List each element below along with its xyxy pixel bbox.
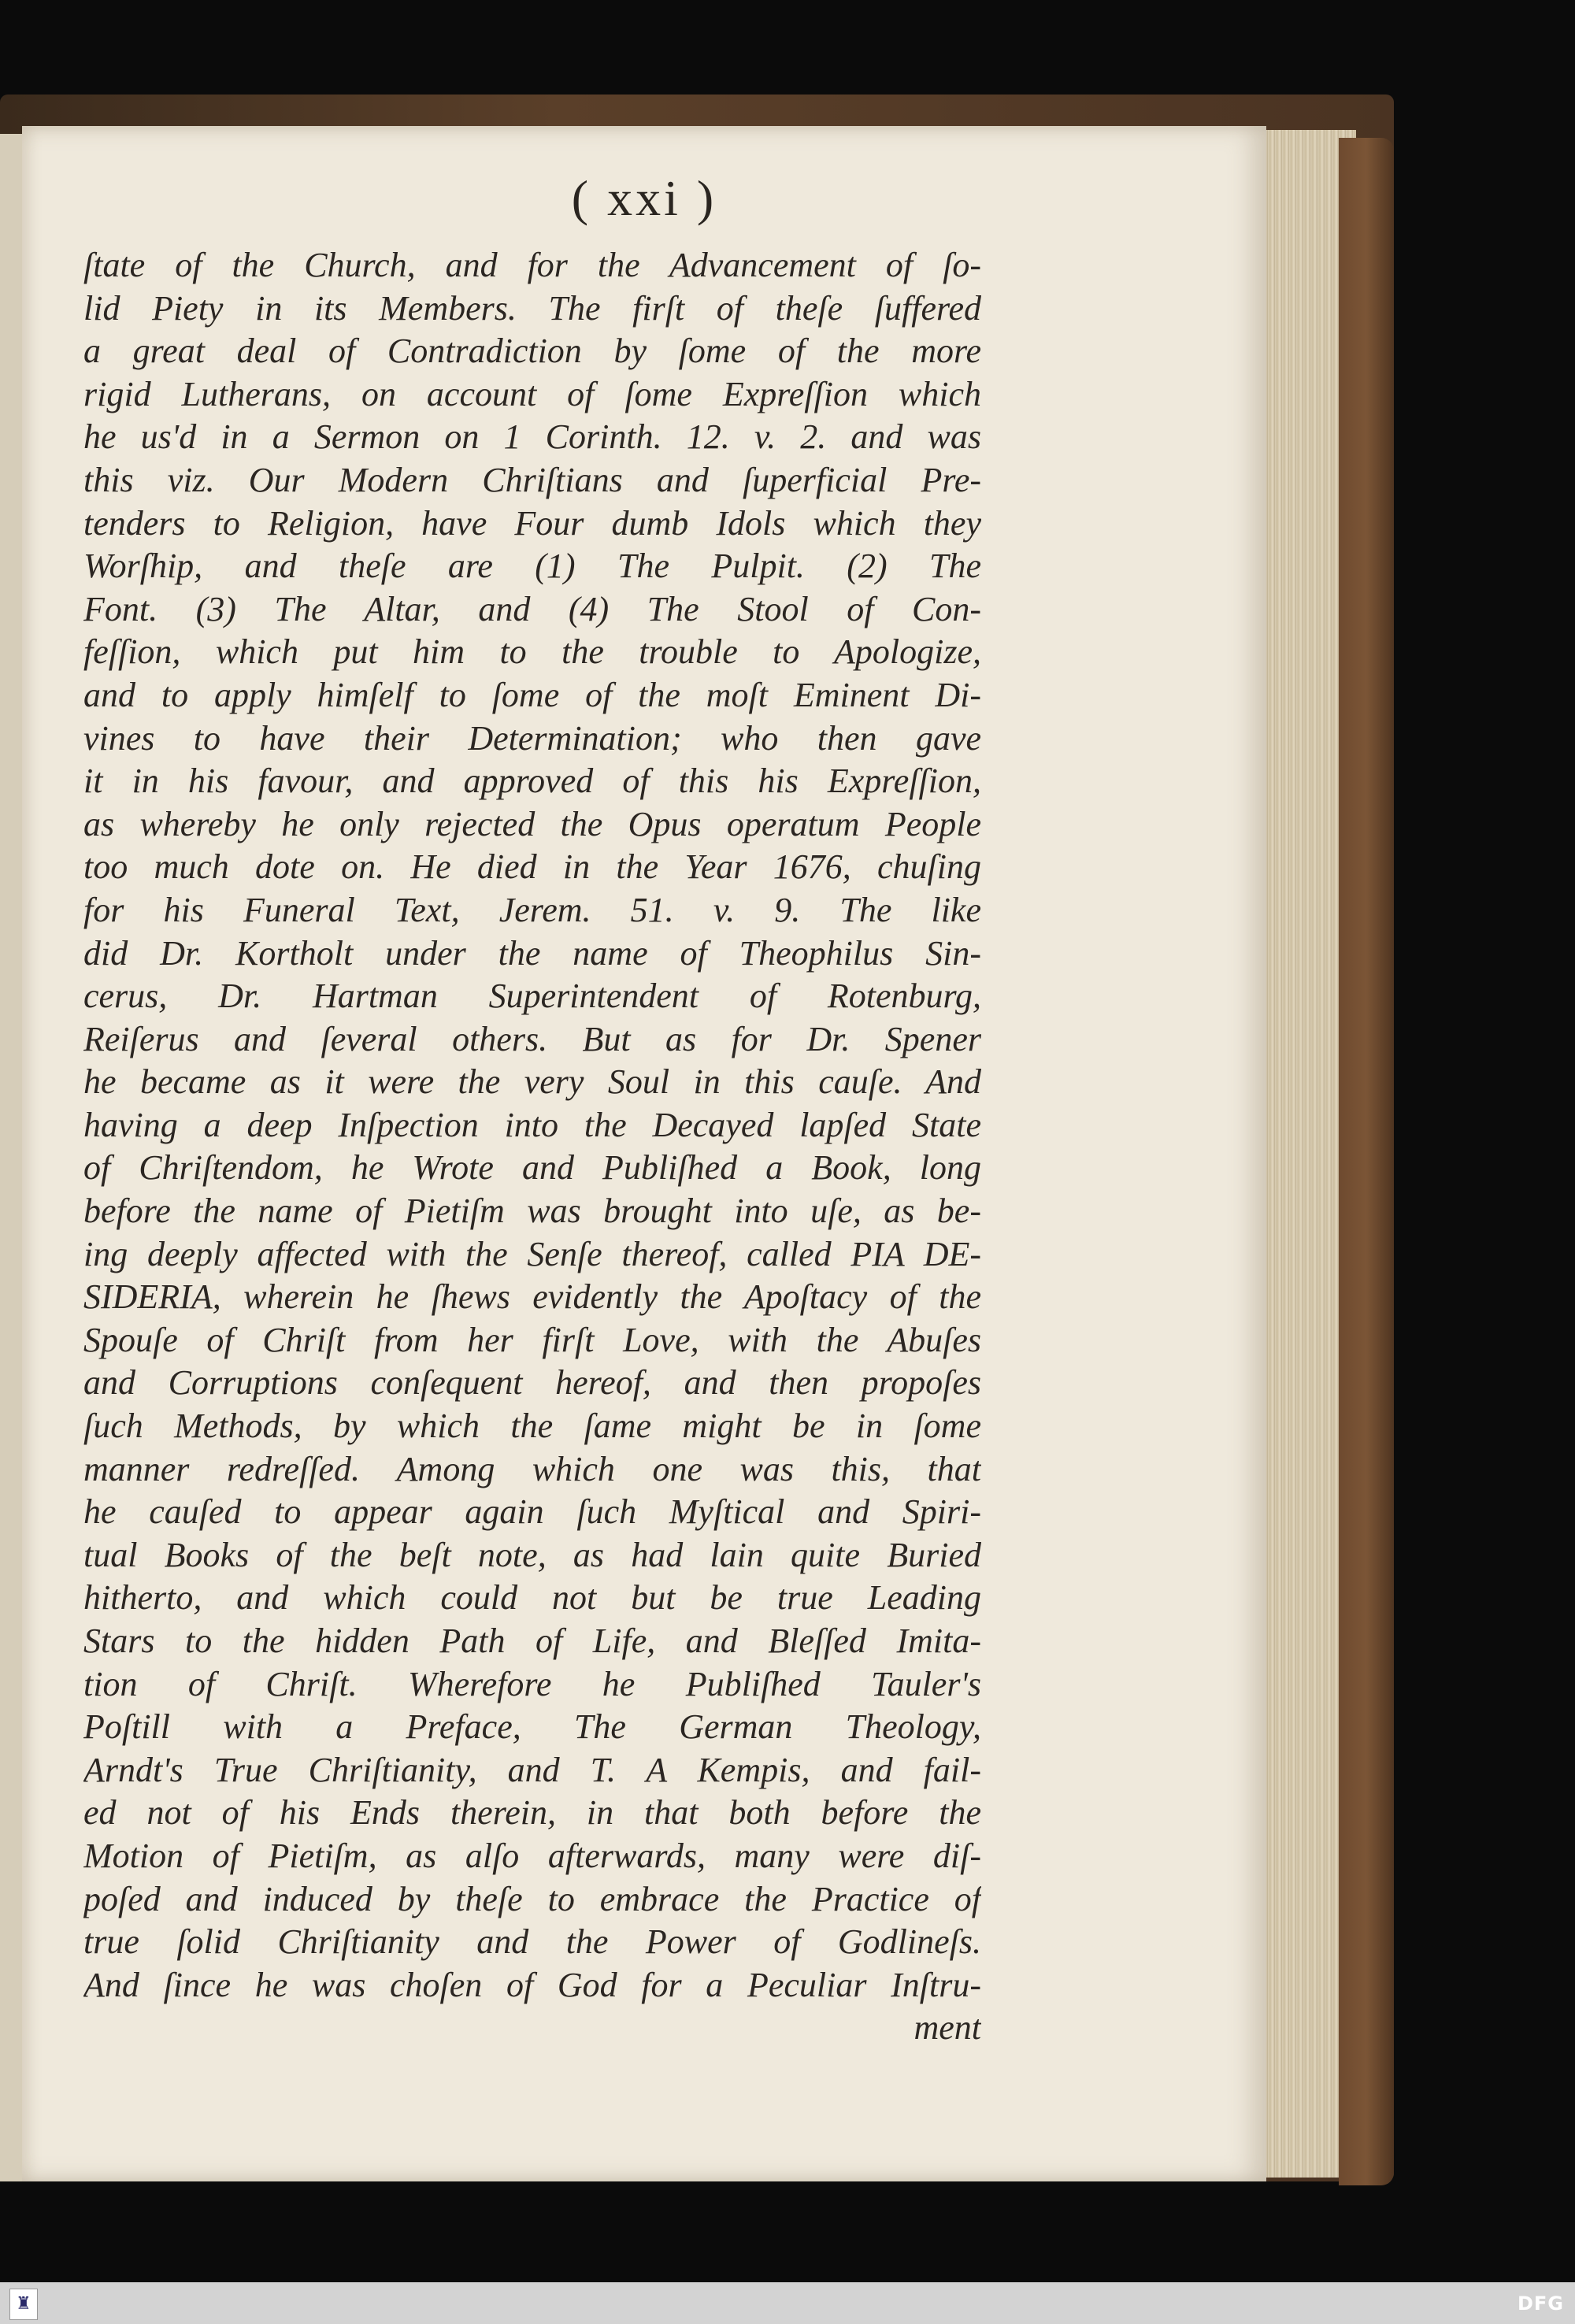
text-line: he became as it were the very Soul in this cauſe. And	[83, 1062, 981, 1102]
text-line: hitherto, and which could not but be true Leading	[83, 1578, 981, 1618]
text-line: ſtate of the Church, and for the Advancement of ſo-	[83, 246, 981, 284]
text-line: he us'd in a Sermon on 1 Corinth. 12. v. 2. and was	[83, 417, 981, 457]
library-logo-icon: ♜	[9, 2289, 38, 2320]
text-line: poſed and induced by theſe to embrace the Practice of	[83, 1879, 981, 1918]
text-line: SIDERIA, wherein he ſhews evidently the Apoſtacy of the	[83, 1277, 981, 1317]
text-line: ſuch Methods, by which the ſame might be in ſome	[83, 1407, 981, 1446]
text-line: did Dr. Kortholt under the name of Theophilus Sin-	[83, 933, 981, 973]
text-line: tual Books of the beſt note, as had lain quite Buried	[83, 1535, 981, 1574]
text-line: rigid Lutherans, on account of ſome Expreſſion which	[83, 374, 981, 413]
viewer-footer-bar	[0, 2282, 1575, 2324]
text-line: Reiſerus and ſeveral others. But as for Dr. Spener	[83, 1019, 981, 1058]
page-number: ( xxi )	[571, 170, 717, 226]
text-line: he cauſed to appear again ſuch Myſtical and Spiri-	[83, 1492, 981, 1532]
body-text	[83, 244, 981, 2050]
text-line: feſſion, which put him to the trouble to Apologize,	[83, 632, 981, 672]
text-line: manner redreſſed. Among which one was this, that	[83, 1449, 981, 1488]
text-line: lid Piety in its Members. The firſt of theſe ſuffered	[83, 288, 981, 328]
text-line: ed not of his Ends therein, in that both before the	[83, 1793, 981, 1833]
catchword: ment	[914, 2008, 981, 2048]
text-line: Worſhip, and theſe are (1) The Pulpit. (2) The	[83, 547, 981, 586]
text-line: tion of Chriſt. Wherefore he Publiſhed Tauler's	[83, 1664, 981, 1703]
dfg-logo: DFG	[1517, 2292, 1564, 2315]
text-line: it in his favour, and approved of this his Expreſſion,	[83, 762, 981, 801]
text-line: Poſtill with a Preface, The German Theology,	[83, 1707, 981, 1747]
text-line: for his Funeral Text, Jerem. 51. v. 9. The like	[83, 890, 981, 929]
text-line: a great deal of Contradiction by ſome of the more	[83, 332, 981, 371]
text-line: of Chriſtendom, he Wrote and Publiſhed a Book, long	[83, 1148, 981, 1188]
text-line: true ſolid Chriſtianity and the Power of Godlineſs.	[83, 1922, 981, 1962]
text-line: Motion of Pietiſm, as alſo afterwards, many were diſ-	[83, 1836, 981, 1875]
text-line: And ſince he was choſen of God for a Peculiar Inſtru-	[83, 1965, 981, 2004]
text-line: and Corruptions conſequent hereof, and then propoſes	[83, 1363, 981, 1403]
text-line: this viz. Our Modern Chriſtians and ſuperficial Pre-	[83, 460, 981, 499]
text-line: tenders to Religion, have Four dumb Idols which they	[83, 503, 981, 543]
text-line: as whereby he only rejected the Opus operatum People	[83, 804, 981, 843]
text-line: before the name of Pietiſm was brought into uſe, as be-	[83, 1192, 981, 1231]
facing-page-edge	[0, 134, 24, 2181]
text-line: vines to have their Determination; who then gave	[83, 718, 981, 758]
text-line: and to apply himſelf to ſome of the moſt Eminent Di-	[83, 675, 981, 714]
text-line: Font. (3) The Altar, and (4) The Stool of Con-	[83, 589, 981, 628]
text-line: having a deep Inſpection into the Decayed lapſed State	[83, 1105, 981, 1144]
text-line: ing deeply affected with the Senſe thereof, called PIA DE-	[83, 1234, 981, 1273]
binding-edge	[1339, 138, 1394, 2185]
text-line: Stars to the hidden Path of Life, and Bleſſed Imita-	[83, 1622, 981, 1660]
book-page	[22, 126, 1266, 2181]
text-line: cerus, Dr. Hartman Superintendent of Rotenburg,	[83, 977, 981, 1016]
text-line: Arndt's True Chriſtianity, and T. A Kempis, and fail-	[83, 1750, 981, 1789]
text-line: too much dote on. He died in the Year 1676, chuſing	[83, 847, 981, 887]
text-line: Spouſe of Chriſt from her firſt Love, with the Abuſes	[83, 1320, 981, 1359]
